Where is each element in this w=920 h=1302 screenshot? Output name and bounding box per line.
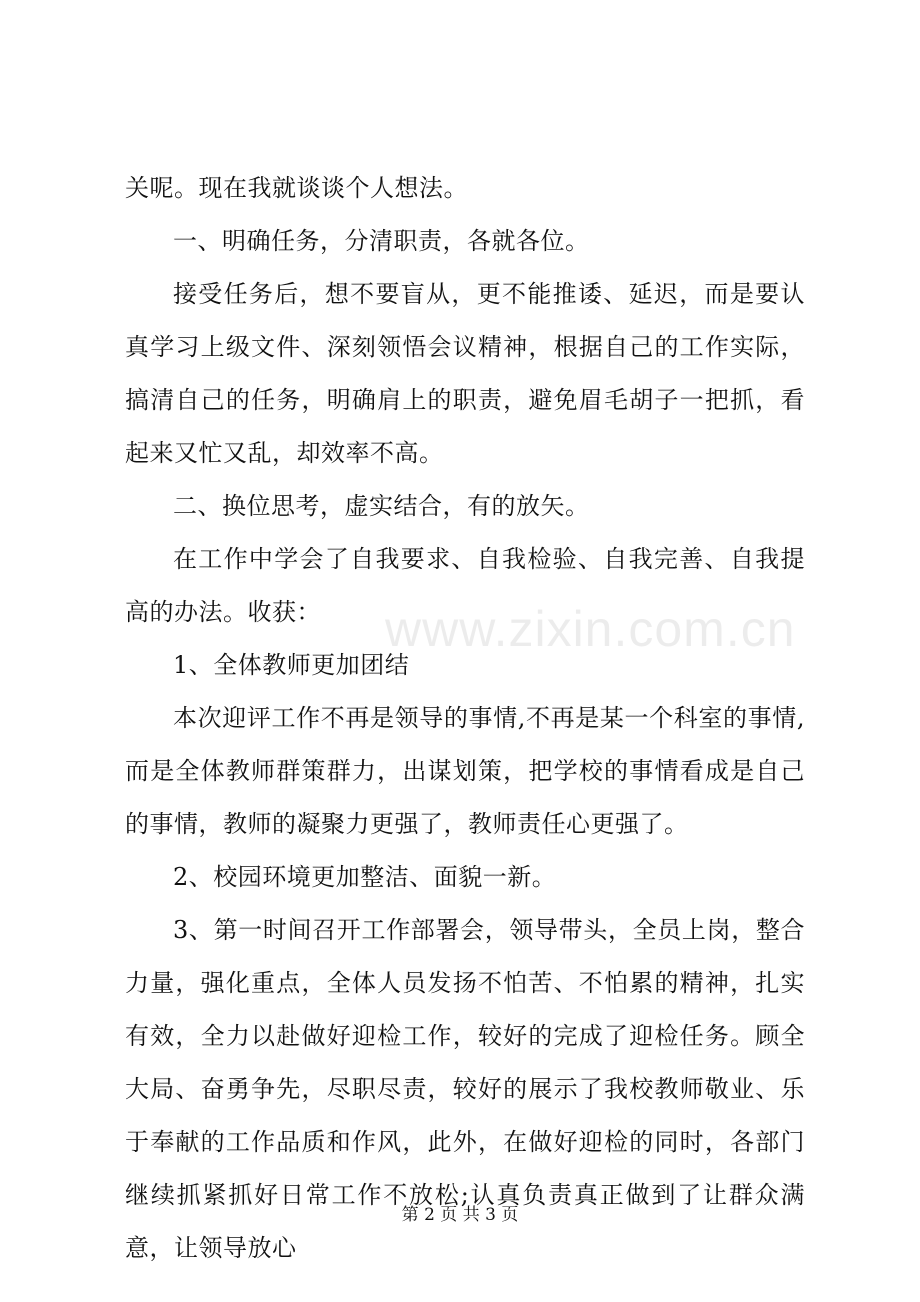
- watermark: www.zixin.com.cn: [385, 601, 796, 657]
- list-item: 2、校园环境更加整洁、面貌一新。: [173, 863, 557, 891]
- section-heading: 二、换位思考，虚实结合，有的放矢。: [173, 492, 590, 520]
- paragraph: 接受任务后，想不要盲从，更不能推诿、延迟，而是要认真学习上级文件、深刻领悟会议精神，根据自己的工作实际，搞清自己的任务，明确肩上的职责，避免眉毛胡子一把抓，看起来又忙又乱，却效率不高。: [125, 280, 805, 467]
- paragraph: 在工作中学会了自我要求、自我检验、自我完善、自我提高的办法。收获：: [125, 545, 805, 626]
- document-body: [125, 162, 805, 1275]
- page-footer: 第 2 页 共 3 页: [401, 1205, 519, 1225]
- paragraph: 本次迎评工作不再是领导的事情,不再是某一个科室的事情,而是全体教师群策群力，出谋划策，把学校的事情看成是自己的事情，教师的凝聚力更强了，教师责任心更强了。: [125, 704, 805, 838]
- section-heading: 一、明确任务，分清职责，各就各位。: [173, 227, 590, 255]
- paragraph: 关呢。现在我就谈谈个人想法。: [125, 174, 468, 202]
- list-heading: 1、全体教师更加团结: [173, 651, 410, 679]
- list-item: 3、第一时间召开工作部署会，领导带头，全员上岗，整合力量，强化重点，全体人员发扬不怕苦、不怕累的精神，扎实有效，全力以赴做好迎检工作，较好的完成了迎检任务。顾全大局、奋勇争先，尽职尽责，较好的展示了我校教师敬业、乐于奉献的工作品质和作风，此外，在做好迎检的同时，各部门继续抓紧抓好日常工作不放松;认真负责真正做到了让群众满意，让领导放心: [125, 916, 805, 1262]
